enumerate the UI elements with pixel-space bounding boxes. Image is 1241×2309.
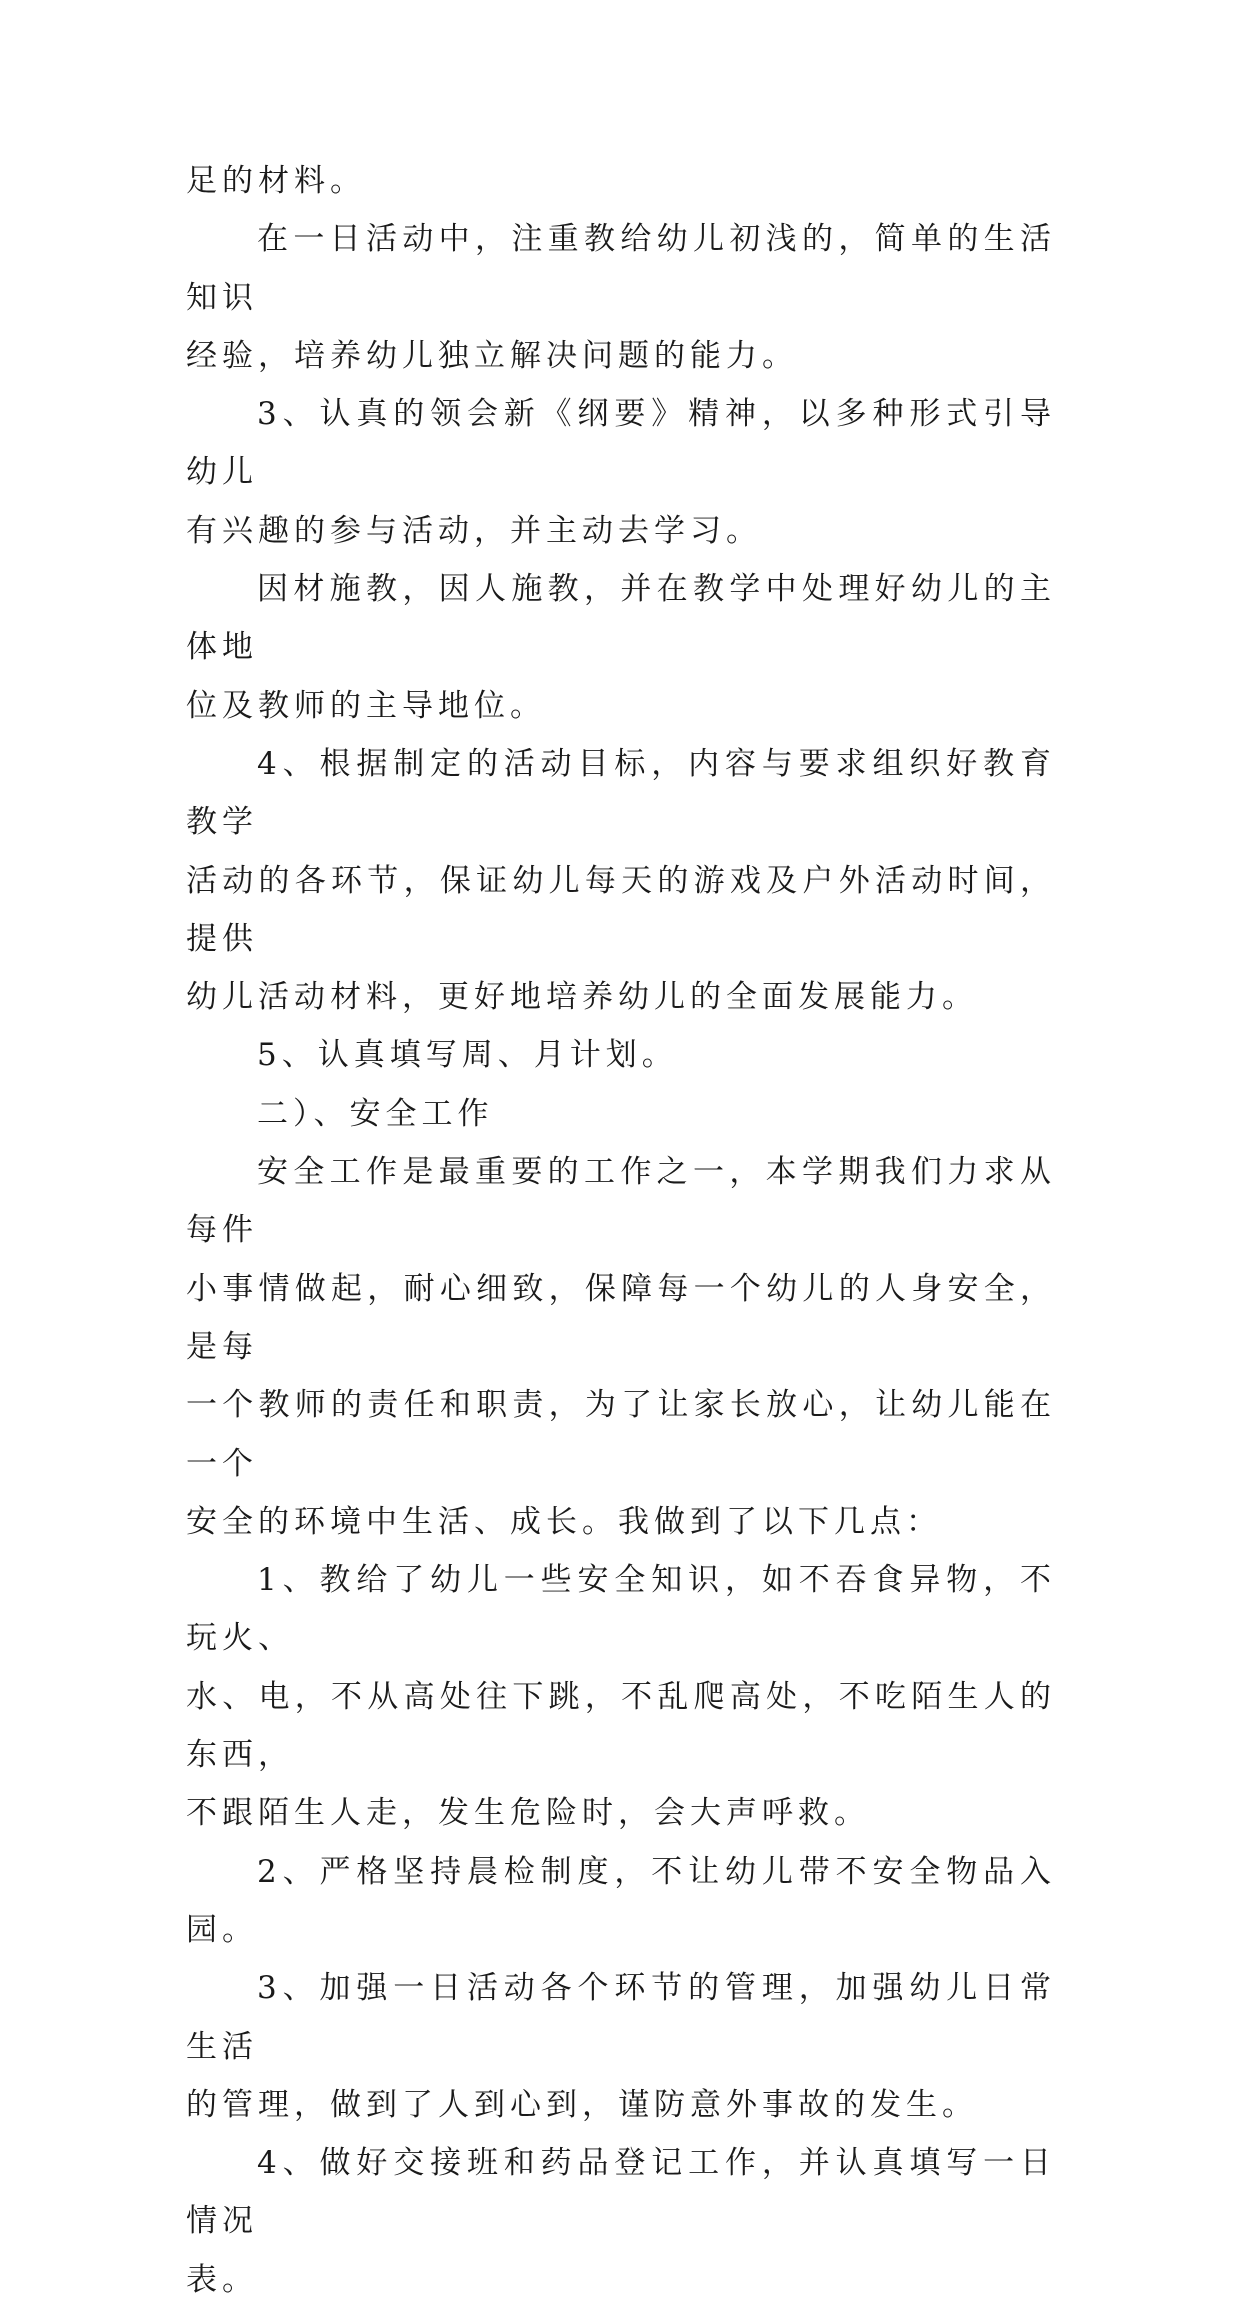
- paragraph: 1、教给了幼儿一些安全知识，如不吞食异物，不玩火、 水、电，不从高处往下跳，不乱爬高处，不吃陌生人的东西， 不跟陌生人走，发生危险时，会大声呼救。: [186, 1562, 1056, 1832]
- paragraph: 5、认真填写周、月计划。: [257, 1037, 678, 1074]
- section-heading: 二）、安全工作: [257, 1095, 494, 1132]
- paragraph: 在一日活动中，注重教给幼儿初浅的，简单的生活知识 经验，培养幼儿独立解决问题的能力。: [186, 221, 1056, 374]
- paragraph: 因材施教，因人施教，并在教学中处理好幼儿的主体地 位及教师的主导地位。: [186, 571, 1056, 724]
- paragraph: 4、根据制定的活动目标，内容与要求组织好教育教学 活动的各环节，保证幼儿每天的游戏及户外活动时间，提供 幼儿活动材料，更好地培养幼儿的全面发展能力。: [186, 745, 1056, 1016]
- paragraph: 安全工作是最重要的工作之一，本学期我们力求从每件 小事情做起，耐心细致，保障每一个幼儿的人身安全，是每 一个教师的责任和职责，为了让家长放心，让幼儿能在一个 安全的环境中生活、成长。我做到了以下几点：: [186, 1154, 1056, 1540]
- paragraph: 3、加强一日活动各个环节的管理，加强幼儿日常生活 的管理，做到了人到心到，谨防意外事故的发生。: [186, 1970, 1056, 2123]
- paragraph: 4、做好交接班和药品登记工作，并认真填写一日情况 表。: [186, 2145, 1056, 2298]
- paragraph: 足的材料。: [186, 163, 366, 199]
- document-body: [186, 152, 1056, 2309]
- paragraph: 2、严格坚持晨检制度，不让幼儿带不安全物品入园。: [186, 1853, 1056, 1948]
- paragraph: 3、认真的领会新《纲要》精神，以多种形式引导幼儿 有兴趣的参与活动，并主动去学习。: [186, 396, 1056, 549]
